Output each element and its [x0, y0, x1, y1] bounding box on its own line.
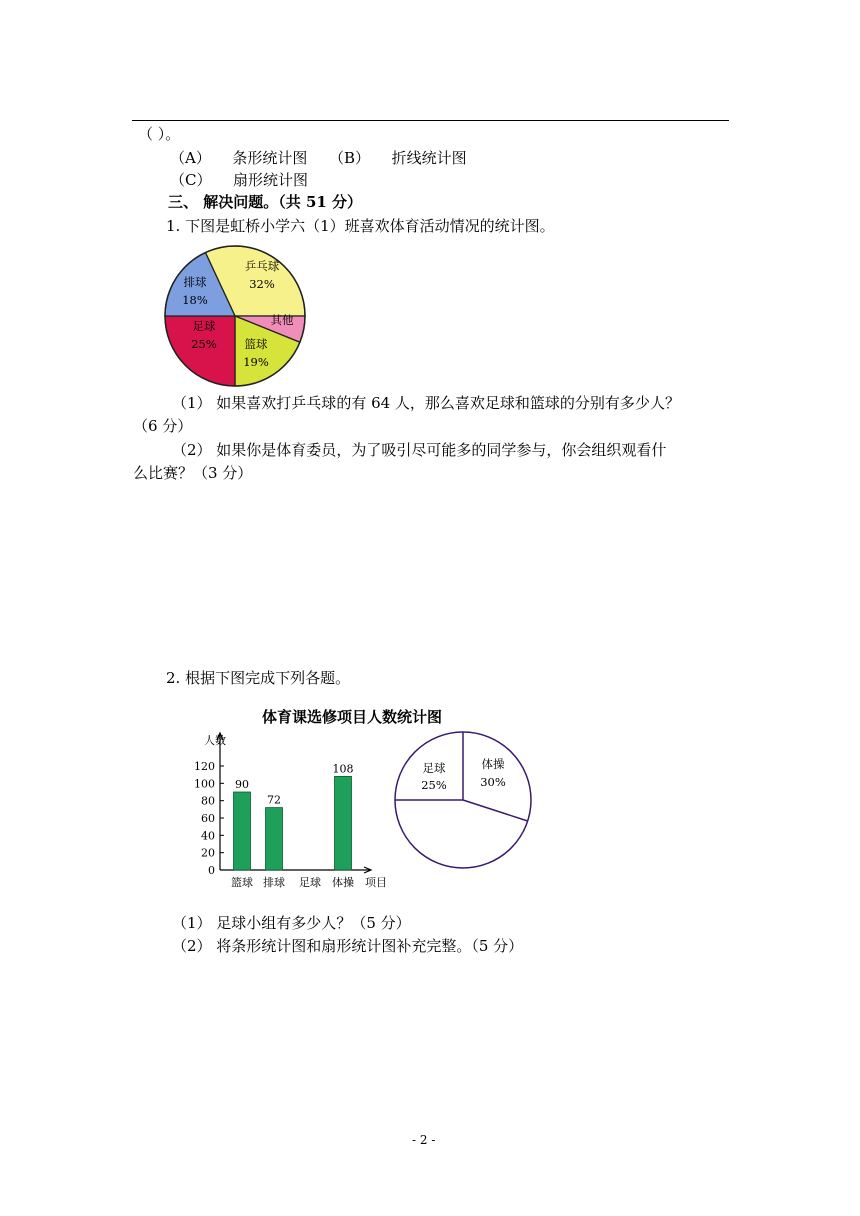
q1-sub1-line2: （6 分）: [133, 417, 193, 435]
option-row-c: [170, 170, 308, 190]
enrollment-pie-chart: [390, 728, 540, 874]
option-b-text: 折线统计图: [391, 149, 467, 167]
pie-slice-label: 乒乓球: [244, 259, 280, 273]
pie2-slice-label: 体操: [481, 757, 505, 771]
section-3-title: 三、 解决问题。（共 51 分）: [168, 193, 363, 211]
bar-value-label: 90: [235, 778, 249, 791]
pie-slice-percent: 19%: [243, 355, 269, 369]
x-category-label: 排球: [263, 876, 285, 889]
y-tick-label: 60: [201, 812, 215, 825]
pie-slice-label: 其他: [270, 313, 294, 327]
bar-3: [335, 776, 352, 870]
bar-chart-title: 体育课选修项目人数统计图: [262, 708, 443, 726]
y-tick-label: 120: [194, 760, 215, 773]
pie2-slice-percent: 25%: [421, 778, 447, 792]
pie-slice-percent: 18%: [182, 293, 208, 307]
x-category-label: 体操: [332, 876, 354, 889]
pie-slice-label: 足球: [192, 319, 216, 333]
option-a-text: 条形统计图: [232, 149, 308, 167]
pie-slice-label: 排球: [183, 275, 207, 289]
x-axis-label: 项目: [365, 876, 387, 889]
pie-slice-percent: 32%: [249, 277, 275, 291]
x-category-label: 篮球: [231, 876, 253, 889]
y-tick-label: 80: [201, 794, 215, 808]
bar-1: [266, 808, 283, 870]
y-tick-label: 0: [208, 864, 215, 877]
option-row-ab: [170, 148, 467, 168]
q2-stem: 2. 根据下图完成下列各题。: [166, 669, 351, 687]
option-c-text: 扇形统计图: [233, 171, 309, 189]
pie-slice-percent: 25%: [191, 337, 217, 351]
header-rule: [132, 120, 729, 121]
y-axis-label: 人数: [204, 734, 226, 747]
option-c-label: （C）: [170, 171, 212, 189]
y-tick-label: 100: [194, 777, 215, 791]
q1-sub1-line1: （1） 如果喜欢打乒乓球的有 64 人，那么喜欢足球和篮球的分别有多少人？: [172, 394, 680, 412]
bar-0: [234, 792, 251, 870]
bar-value-label: 72: [267, 793, 281, 807]
activity-pie-chart: [162, 244, 310, 388]
blank-parentheses: （ ）。: [138, 125, 181, 143]
option-a-label: （A）: [170, 149, 211, 167]
pie2-slice-label: 足球: [422, 761, 446, 775]
pie2-slice-percent: 30%: [480, 775, 506, 789]
q1-sub2-line2: 么比赛？（3 分）: [133, 464, 253, 482]
enrollment-bar-chart: [184, 728, 394, 894]
option-b-label: （B）: [328, 149, 371, 167]
x-category-label: 足球: [299, 876, 321, 889]
y-tick-label: 20: [201, 846, 215, 860]
q2-sub2: （2） 将条形统计图和扇形统计图补充完整。（5 分）: [172, 937, 524, 955]
q1-stem: 1. 下图是虹桥小学六（1）班喜欢体育活动情况的统计图。: [166, 217, 555, 235]
q1-sub2-line1: （2） 如果你是体育委员，为了吸引尽可能多的同学参与，你会组织观看什: [172, 441, 667, 459]
pie-slice-label: 篮球: [244, 337, 268, 351]
bar-value-label: 108: [332, 762, 354, 776]
page-number: - 2 -: [412, 1133, 436, 1147]
y-tick-label: 40: [201, 829, 215, 843]
q2-sub1: （1） 足球小组有多少人？（5 分）: [172, 914, 411, 932]
